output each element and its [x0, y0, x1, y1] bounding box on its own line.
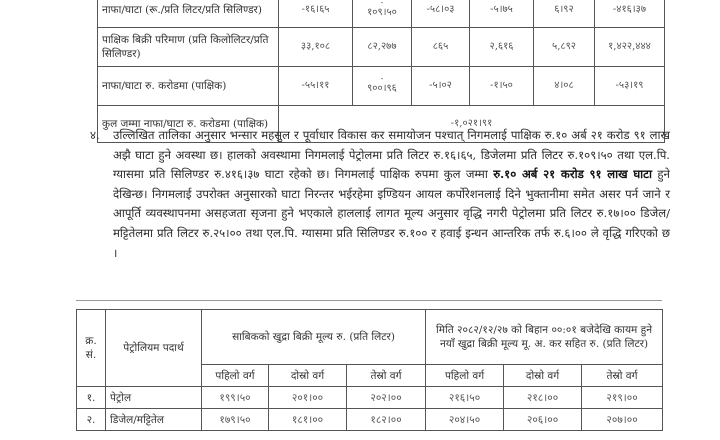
cell: -५८।०३ — [412, 0, 470, 28]
price-cell: १७९।५० — [202, 409, 269, 431]
cell: २,६१६ — [470, 28, 534, 67]
cell: -५५।११ — [279, 67, 353, 106]
price-cell: १८२।०० — [347, 409, 426, 431]
cell: -१६।६५ — [279, 0, 353, 28]
price-cell: १९९।५० — [202, 387, 269, 409]
table-row — [98, 28, 665, 67]
table-row — [98, 67, 665, 106]
price-cell: १८१।०० — [269, 409, 347, 431]
row-label: नाफा/घाटा रु. करोडमा (पाक्षिक) — [98, 67, 279, 106]
cell: ३३,१०८ — [279, 28, 353, 67]
subheader: तेस्रो वर्ग — [347, 365, 426, 387]
loss-summary-table — [97, 0, 665, 143]
serial-cell: १. — [77, 387, 106, 409]
new-price-header: मिति २०८२/१२/२७ को बिहान ००:०१ बजेदेखि कायम हुने नयाँ खुद्रा बिक्री मूल्य मू. अ. कर सहित रु. (प्रति लिटर) — [426, 310, 663, 365]
paragraph-number: ४. — [90, 128, 100, 142]
price-table — [76, 309, 663, 431]
total-label: कुल जम्मा नाफा/घाटा रु. करोडमा (पाक्षिक) — [98, 106, 279, 143]
price-cell: २०२।०० — [347, 387, 426, 409]
subheader: दोस्रो वर्ग — [269, 365, 347, 387]
total-value: -१,०२१।९१ — [279, 106, 665, 143]
cell: ४।०८ — [534, 67, 595, 106]
cell: -५।७५ — [470, 0, 534, 28]
table-row — [77, 409, 663, 431]
table-row — [98, 0, 665, 28]
cell: ८६५ — [412, 28, 470, 67]
cell: ८२,२७७ — [353, 28, 412, 67]
minus-sign: - — [380, 74, 384, 83]
product-header: पेट्रोलियम पदार्थ — [106, 310, 202, 387]
row-label: नाफा/घाटा (रू./प्रति लिटर/प्रति सिलिण्डर) — [98, 0, 279, 28]
price-cell: २१८।०० — [504, 387, 582, 409]
cell: -१।५० — [470, 67, 534, 106]
product-cell: पेट्रोल — [106, 387, 202, 409]
cell: -५३।१९ — [595, 67, 665, 106]
paragraph-bold-text: रु.१० अर्ब २१ करोड ९१ लाख घाटा — [493, 167, 653, 182]
paragraph-text: हुने देखिन्छ। निगमलाई उपरोक्त अनुसारको घाटा निरन्तर भईरहेमा इण्डियन आयल कर्पोरेशनलाई दिने भुक्तानीमा समेत असर पर्न जाने र आपूर्ति व्यवस्थापनमा असहजता सृजना हुने भएकाले हाललाई लागत मूल्य अनुसार वृद्धि नगरी पेट्रोलमा प्रति लिटर रु.१७।०० डिजेल/मट्टितेलमा प्रति लिटर रु.२५।०० तथा एल.पि. ग्यासमा प्रति सिलिण्डर रु.१०० र हवाई इन्धन आन्तरिक तर्फ रु.६।०० ले वृद्धि गरिएको छ । — [113, 167, 670, 260]
cell-value: १०९।५० — [367, 7, 397, 18]
subheader: पहिलो वर्ग — [426, 365, 504, 387]
paragraph-body — [113, 126, 670, 263]
serial-header: क्र. सं. — [77, 310, 106, 387]
subheader: तेस्रो वर्ग — [582, 365, 663, 387]
price-cell: २०१।०० — [269, 387, 347, 409]
price-cell: २०६।०० — [504, 409, 582, 431]
cell: ५,८९२ — [534, 28, 595, 67]
row-label: पाक्षिक बिक्री परिमाण (प्रति किलोलिटर/प्रति सिलिण्डर) — [98, 28, 279, 67]
price-cell: २१६।५० — [426, 387, 504, 409]
cell-value: ९००।९६ — [367, 83, 397, 94]
product-cell: डिजेल/मट्टितेल — [106, 409, 202, 431]
paragraph-4 — [90, 126, 670, 263]
subheader: पहिलो वर्ग — [202, 365, 269, 387]
header-row — [77, 310, 663, 365]
cell: -५।०२ — [412, 67, 470, 106]
minus-sign: - — [380, 0, 384, 7]
old-price-header: साबिकको खुद्रा बिक्री मूल्य रु. (प्रति लिटर) — [202, 310, 426, 365]
cell: ६।९२ — [534, 0, 595, 28]
price-cell: २१९।०० — [582, 387, 663, 409]
cell — [353, 0, 412, 28]
price-cell: २०४।५० — [426, 409, 504, 431]
paragraph-text: उल्लिखित तालिका अनुसार भन्सार महसुल र पूर्वाधार विकास कर समायोजन पश्चात् निगमलाई पाक्षिक रु.१० अर्ब २१ करोड ९१ लाख अझै घाटा हुने अवस्था छ। हालको अवस्थामा निगमलाई पेट्रोलमा प्रति लिटर रु.१६।६५, डिजेलमा प्रति लिटर रु.१०९।५० तथा एल.पि. ग्यासमा प्रति सिलिण्डर रु.४१६।३७ घाटा रहेको छ। निगमलाई पाक्षिक रुपमा कुल जम्मा — [113, 128, 670, 182]
subheader: दोस्रो वर्ग — [504, 365, 582, 387]
serial-cell: २. — [77, 409, 106, 431]
cell: १,४२२,४४४ — [595, 28, 665, 67]
cell: -४१६।३७ — [595, 0, 665, 28]
table-row — [77, 387, 663, 409]
cell — [353, 67, 412, 106]
divider — [76, 300, 662, 301]
price-cell: २०७।०० — [582, 409, 663, 431]
